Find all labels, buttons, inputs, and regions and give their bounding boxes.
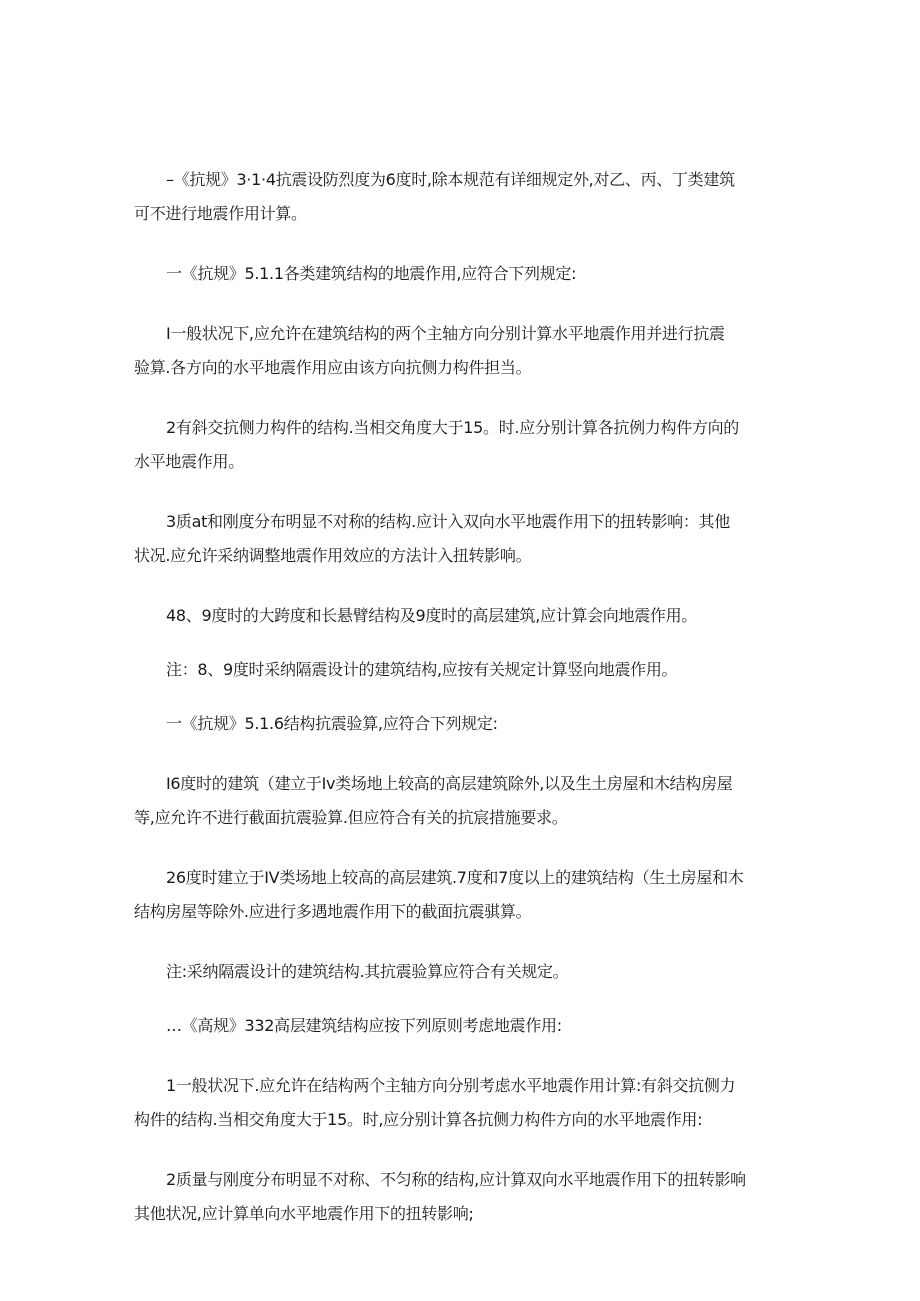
paragraph-line: 结构房屋等除外.应进行多遇地震作用下的截面抗震骐算。: [134, 902, 532, 921]
paragraph-line: 构件的结构.当相交角度大于15。时,应分别计算各抗侧力构件方向的水平地震作用:: [134, 1110, 703, 1129]
paragraph-line: 一《抗规》5.1.6结构抗震验算,应符合下列规定:: [166, 714, 498, 733]
document-body: [134, 163, 794, 1231]
paragraph-13: [134, 1069, 794, 1137]
paragraph-line: 2有斜交抗侧力构件的结构.当相交角度大于15。时.应分别计算各抗例力构件方向的: [166, 418, 740, 437]
paragraph-12: [134, 1009, 794, 1043]
paragraph-line: 状况.应允许采纳调整地震作用效应的方法计入扭转影响。: [134, 546, 532, 565]
paragraph-6: [134, 599, 794, 633]
paragraph-line: –《抗规》3·1·4抗震设防烈度为6度时,除本规范有详细规定外,对乙、丙、丁类建筑: [166, 170, 735, 189]
paragraph-line: 1一般状况下.应允许在结构两个主轴方向分别考虑水平地震作用计算:有斜交抗侧力: [166, 1076, 736, 1095]
paragraph-line: 26度时建立于IV类场地上较高的高层建筑.7度和7度以上的建筑结构（生土房屋和木: [166, 868, 744, 887]
paragraph-line: 注：8、9度时采纳隔震设计的建筑结构,应按有关规定计算竖向地震作用。: [166, 660, 678, 679]
paragraph-line: I6度时的建筑（建立于Iv类场地上较高的高层建筑除外,以及生土房屋和木结构房屋: [166, 774, 733, 793]
paragraph-line: 等,应允许不进行截面抗震验算.但应符合有关的抗宸措施要求。: [134, 808, 568, 827]
paragraph-4: [134, 411, 794, 479]
paragraph-line: 验算.各方向的水平地震作用应由该方向抗侧力构件担当。: [134, 358, 532, 377]
paragraph-line: I一般状况下,应允许在建筑结构的两个主轴方向分别计算水平地震作用并进行抗震: [166, 324, 725, 343]
paragraph-line: 其他状况,应计算单向水平地震作用下的扭转影响;: [134, 1204, 474, 1223]
paragraph-line: 水平地震作用。: [134, 452, 244, 471]
paragraph-7: [134, 653, 794, 687]
paragraph-line: 3质at和刚度分布明显不对称的结构.应计入双向水平地震作用下的扭转影响：其他: [166, 512, 730, 531]
paragraph-11: [134, 955, 794, 989]
paragraph-line: 注:采纳隔震设计的建筑结构.其抗震验算应符合有关规定。: [166, 962, 569, 981]
paragraph-line: 2质量与刚度分布明显不对称、不匀称的结构,应计算双向水平地震作用下的扭转影响: [166, 1170, 746, 1189]
paragraph-9: [134, 767, 794, 835]
paragraph-8: [134, 707, 794, 741]
paragraph-5: [134, 505, 794, 573]
paragraph-line: 48、9度时的大跨度和长悬臂结构及9度时的高层建筑,应计算会向地震作用。: [166, 606, 698, 625]
paragraph-3: [134, 317, 794, 385]
paragraph-10: [134, 861, 794, 929]
paragraph-1: [134, 163, 794, 231]
paragraph-14: [134, 1163, 794, 1231]
paragraph-line: 一《抗规》5.1.1各类建筑结构的地震作用,应符合下列规定:: [166, 264, 577, 283]
paragraph-2: [134, 257, 794, 291]
paragraph-line: 可不进行地震作用计算。: [134, 204, 307, 223]
paragraph-line: …《高规》332高层建筑结构应按下列原则考虑地震作用:: [166, 1016, 562, 1035]
